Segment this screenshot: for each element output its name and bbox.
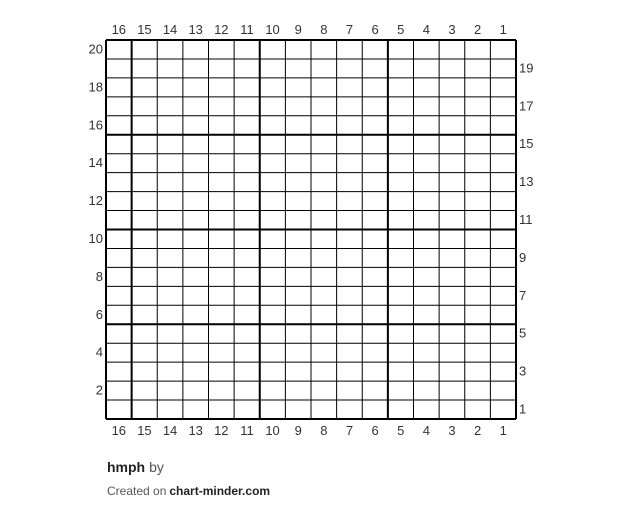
bottom-column-label: 11 <box>240 423 254 438</box>
right-row-label: 3 <box>519 363 527 379</box>
bottom-column-label: 14 <box>162 423 178 438</box>
left-row-label: 2 <box>95 382 103 398</box>
left-row-label: 8 <box>95 268 103 284</box>
bottom-column-label: 13 <box>188 423 203 438</box>
bottom-column-label: 7 <box>345 423 354 438</box>
top-column-label: 12 <box>214 22 229 37</box>
bottom-column-label: 8 <box>320 423 328 438</box>
right-row-label: 7 <box>519 287 527 303</box>
top-column-label: 4 <box>422 22 430 37</box>
top-column-label: 2 <box>473 22 482 37</box>
left-row-label: 10 <box>88 230 103 246</box>
top-column-label: 5 <box>397 22 405 37</box>
site-link[interactable]: chart-minder.com <box>169 484 271 498</box>
top-column-label: 10 <box>265 22 280 37</box>
left-row-label: 12 <box>88 193 103 209</box>
bottom-column-label: 15 <box>137 423 152 438</box>
by-text: by <box>149 459 164 475</box>
chart-footer <box>107 458 527 499</box>
top-column-label: 14 <box>162 22 178 37</box>
right-row-label: 5 <box>519 325 527 341</box>
bottom-column-label: 16 <box>111 423 127 438</box>
top-column-label: 3 <box>448 22 456 37</box>
bottom-column-label: 2 <box>473 423 482 438</box>
right-row-label: 1 <box>519 401 527 417</box>
bottom-column-label: 6 <box>371 423 379 438</box>
left-row-label: 18 <box>88 79 103 95</box>
pattern-name: hmph <box>107 459 146 475</box>
top-column-label: 11 <box>240 22 254 37</box>
left-row-label: 6 <box>95 306 103 322</box>
pattern-title-line <box>107 458 527 476</box>
created-on-line <box>107 483 527 499</box>
bottom-column-label: 4 <box>422 423 430 438</box>
right-row-label: 9 <box>519 249 527 265</box>
bottom-column-label: 1 <box>499 423 507 438</box>
right-row-label: 11 <box>519 212 533 228</box>
top-column-label: 13 <box>188 22 203 37</box>
left-row-label: 4 <box>95 344 103 360</box>
bottom-column-label: 3 <box>448 423 456 438</box>
top-column-label: 1 <box>499 22 507 37</box>
bottom-column-label: 5 <box>397 423 405 438</box>
left-row-label: 14 <box>88 155 103 171</box>
bottom-column-label: 12 <box>214 423 229 438</box>
right-row-label: 17 <box>519 98 534 114</box>
right-row-label: 19 <box>519 60 534 76</box>
right-row-label: 13 <box>519 174 534 190</box>
top-column-label: 15 <box>137 22 152 37</box>
top-column-label: 7 <box>345 22 354 37</box>
top-column-label: 8 <box>320 22 328 37</box>
top-column-label: 9 <box>294 22 302 37</box>
bottom-column-label: 9 <box>294 423 302 438</box>
right-row-label: 15 <box>519 136 534 152</box>
top-column-label: 6 <box>371 22 379 37</box>
left-row-label: 16 <box>88 117 103 133</box>
created-prefix: Created on <box>107 484 167 498</box>
left-row-label: 20 <box>88 41 103 57</box>
bottom-column-label: 10 <box>265 423 280 438</box>
top-column-label: 16 <box>111 22 127 37</box>
